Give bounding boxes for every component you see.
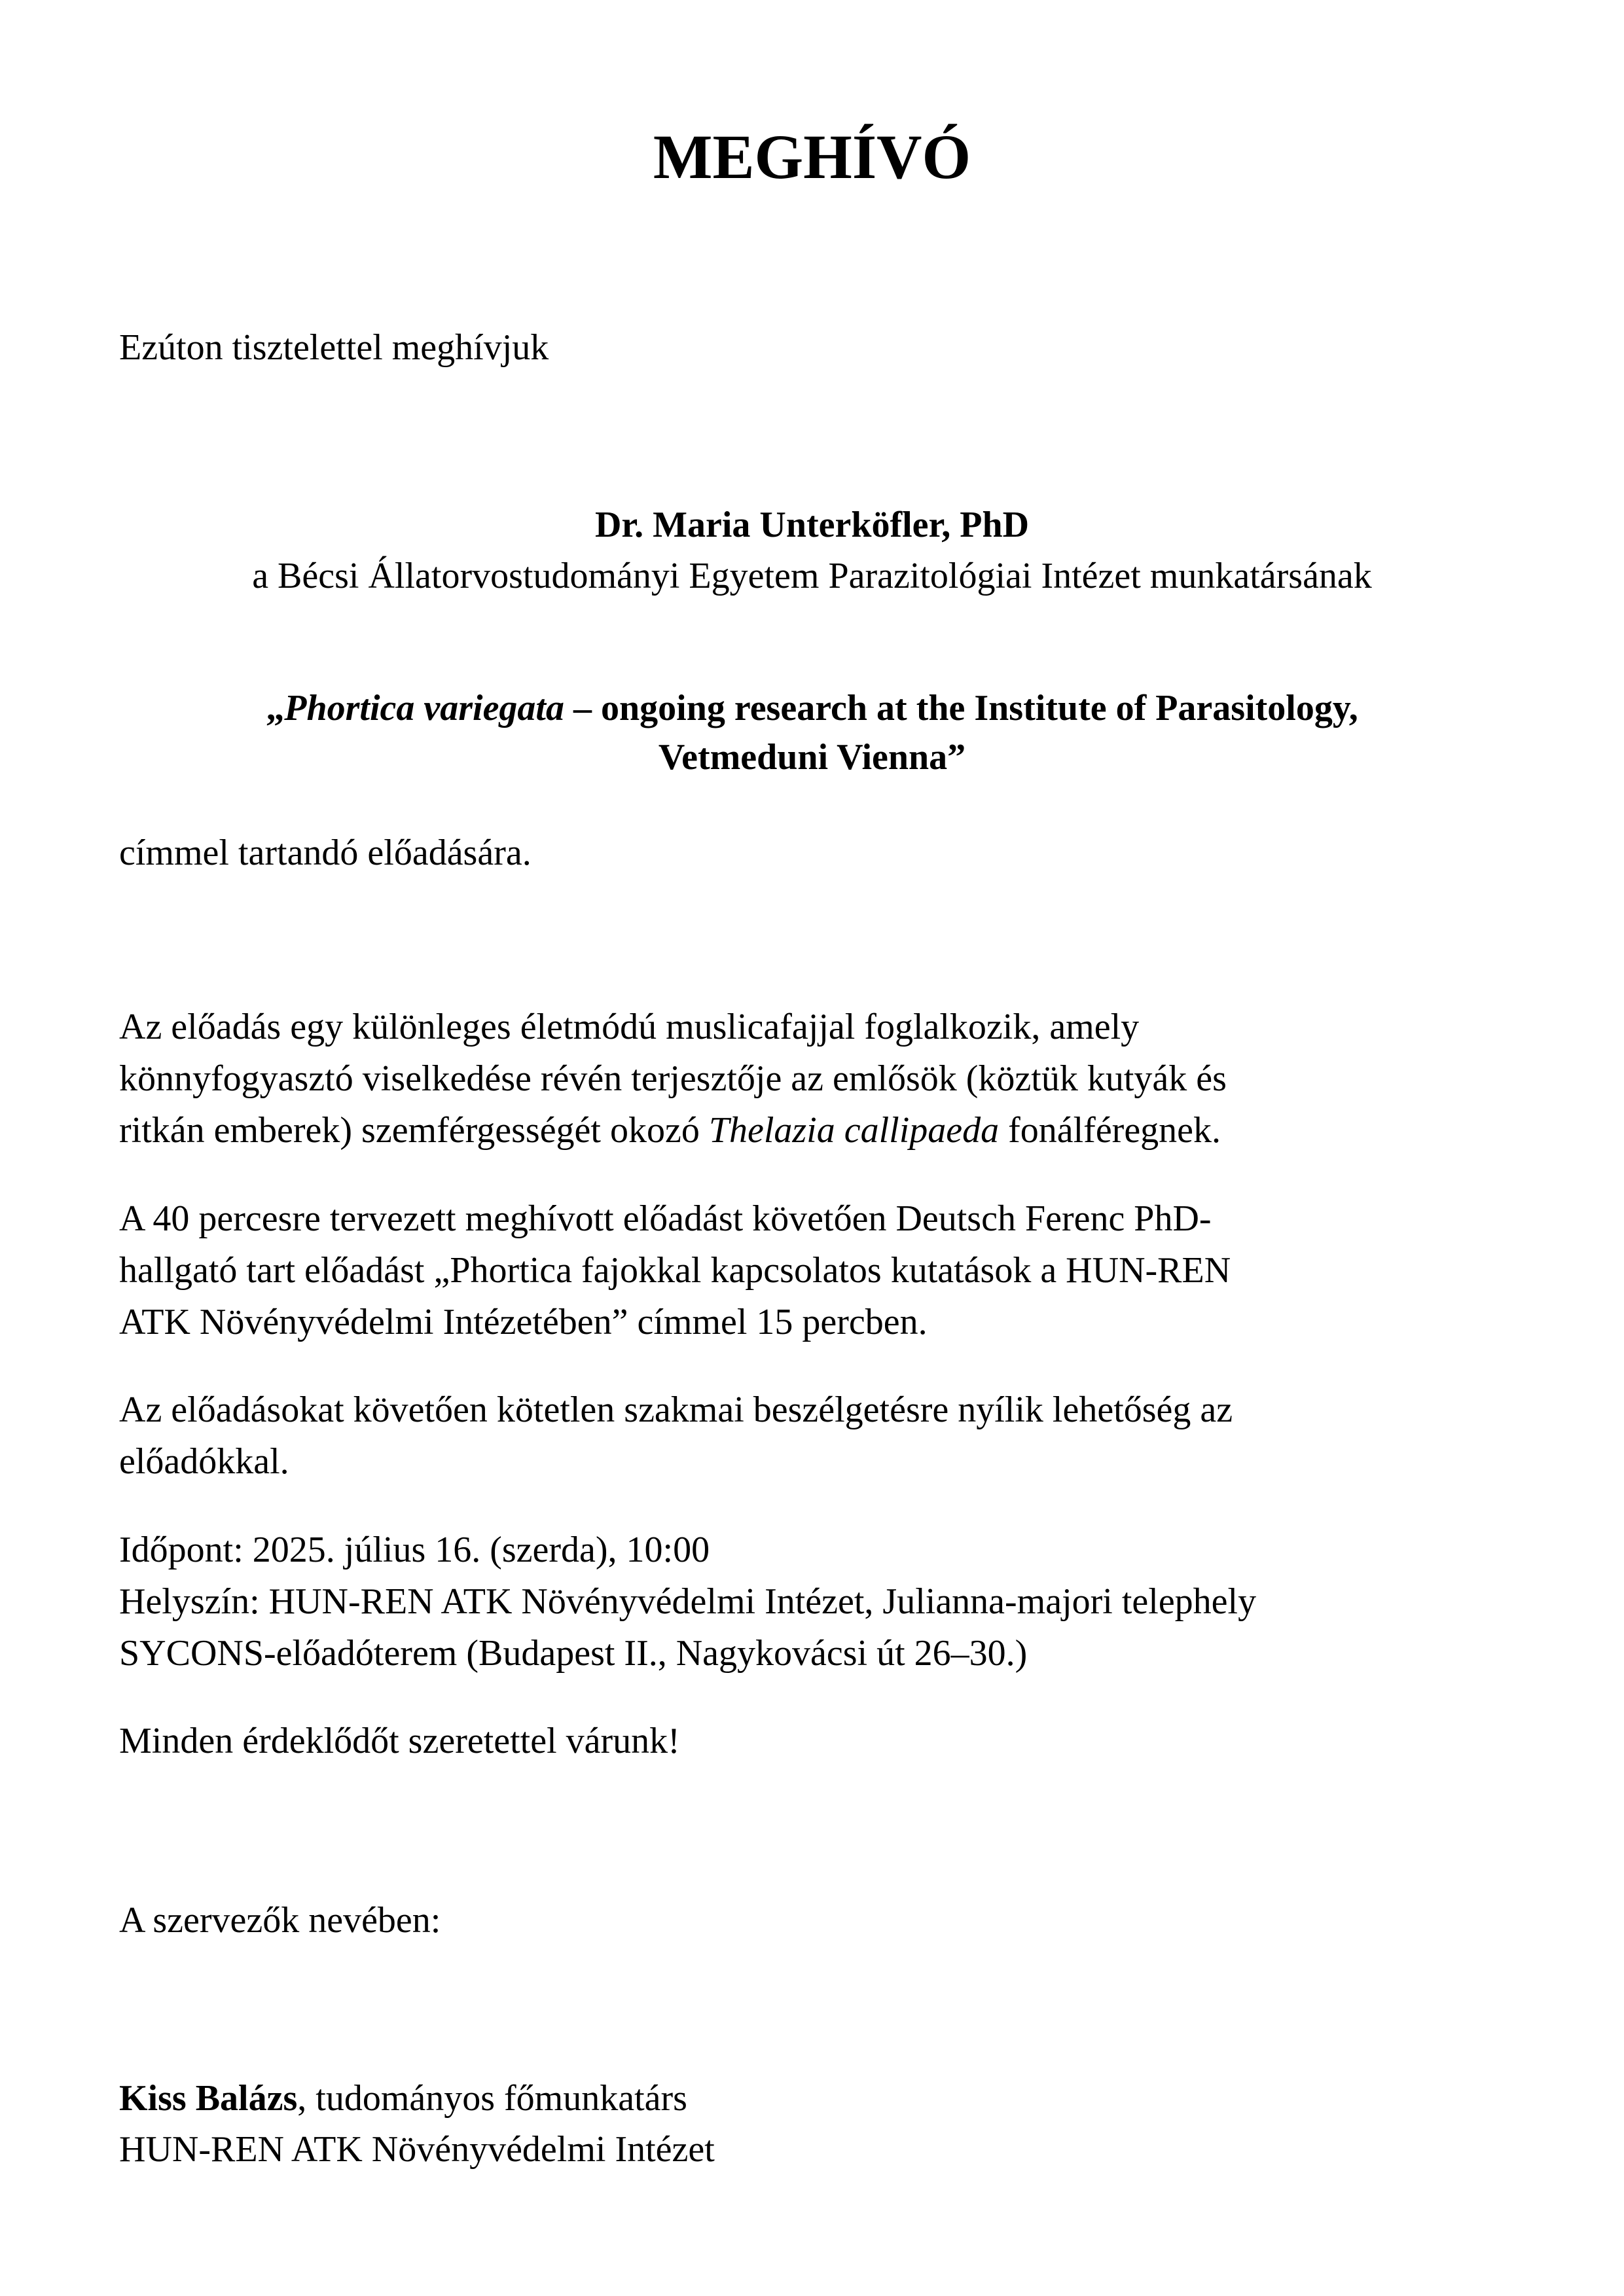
signature-institution: HUN-REN ATK Növényvédelmi Intézet [119, 2129, 715, 2170]
speaker-affiliation: a Bécsi Állatorvostudományi Egyetem Parazitológiai Intézet munkatársának [252, 556, 1372, 596]
event-time: Időpont: 2025. július 16. (szerda), 10:00 [119, 1530, 710, 1570]
speaker-name: Dr. Maria Unterköfler, PhD [594, 505, 1030, 545]
paragraph1-line2: könnyfogyasztó viselkedése révén terjesztője az emlősök (köztük kutyák és [119, 1058, 1227, 1099]
paragraph1-line1: Az előadás egy különleges életmódú muslicafajjal foglalkozik, amely [119, 1007, 1140, 1047]
talk-title-line2: Vetmeduni Vienna” [658, 737, 966, 778]
paragraph1-line3 [119, 1108, 1221, 1153]
event-location-line2: SYCONS-előadóterem (Budapest II., Nagykovácsi út 26–30.) [119, 1633, 1028, 1674]
paragraph2-line2: hallgató tart előadást „Phortica fajokkal kapcsolatos kutatások a HUN-REN [119, 1250, 1231, 1291]
talk-title-rest: – ongoing research at the Institute of Parasitology, [564, 688, 1358, 728]
paragraph2-line3: ATK Növényvédelmi Intézetében” címmel 15 percben. [119, 1302, 928, 1342]
paragraph1-line3-before: ritkán emberek) szemférgességét okozó [119, 1110, 709, 1151]
signature-name: Kiss Balázs [119, 2078, 298, 2119]
talk-title-open-quote: „ [266, 688, 285, 728]
signature-name-line [119, 2076, 687, 2121]
signature-role: , tudományos főmunkatárs [297, 2078, 687, 2119]
paragraph3-line1: Az előadásokat követően kötetlen szakmai beszélgetésre nyílik lehetőség az [119, 1390, 1233, 1430]
paragraph3-line2: előadókkal. [119, 1441, 289, 1482]
paragraph2-line1: A 40 percesre tervezett meghívott előadást követően Deutsch Ferenc PhD- [119, 1198, 1212, 1239]
closing-text: Minden érdeklődőt szeretettel várunk! [119, 1721, 680, 1761]
paragraph1-species: Thelazia callipaeda [708, 1110, 1000, 1151]
paragraph1-line3-after: fonálféregnek. [999, 1110, 1221, 1151]
signature-intro: A szervezők nevében: [119, 1900, 441, 1941]
page-title: MEGHÍVÓ [653, 122, 971, 192]
greeting-text: Ezúton tisztelettel meghívjuk [119, 327, 549, 368]
after-title-text: címmel tartandó előadására. [119, 833, 532, 873]
talk-title-species: Phortica variegata [284, 688, 564, 728]
talk-title-line1 [0, 686, 1624, 730]
event-location-line1: Helyszín: HUN-REN ATK Növényvédelmi Intézet, Julianna-majori telephely [119, 1581, 1257, 1622]
